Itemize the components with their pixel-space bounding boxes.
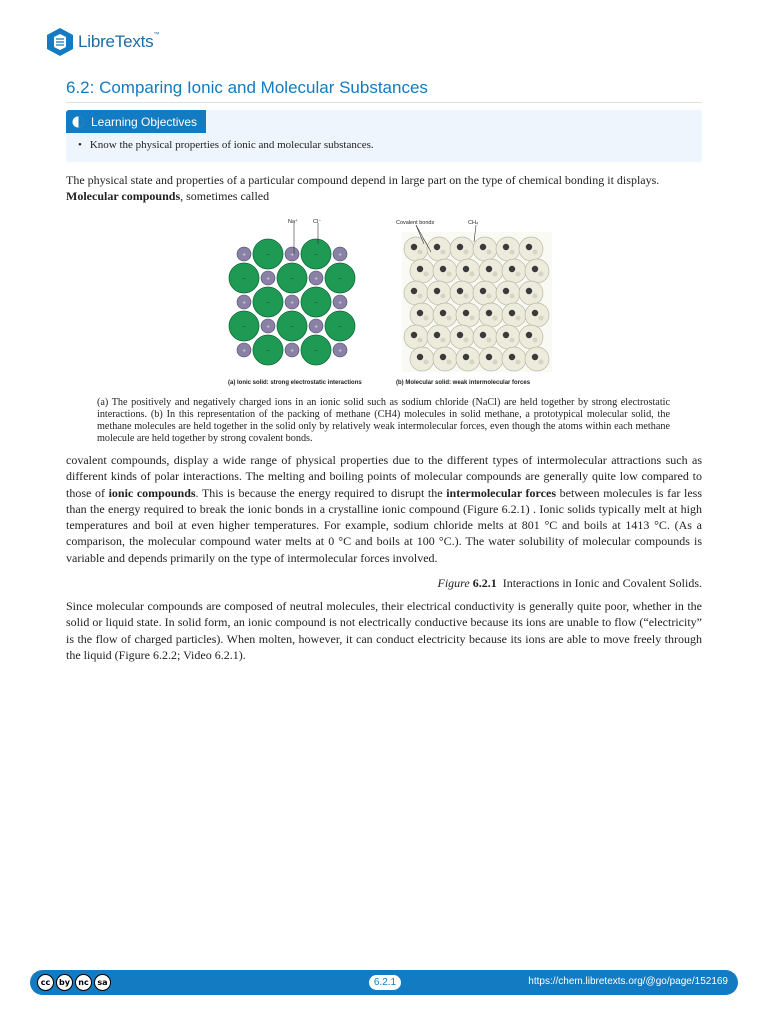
intro-text-after: , sometimes called xyxy=(180,189,270,204)
svg-text:−: − xyxy=(314,300,319,306)
svg-text:−: − xyxy=(242,324,247,330)
footer-bar xyxy=(30,970,738,995)
svg-text:+: + xyxy=(266,324,271,330)
intro-paragraph xyxy=(66,172,702,205)
page-url-link[interactable]: https://chem.libretexts.org/@go/page/152169 xyxy=(528,976,728,987)
page-number: 6.2.1 xyxy=(369,975,401,990)
figure-number: 6.2.1 xyxy=(472,576,497,590)
sublabel-ionic-solid: (a) Ionic solid: strong electrostatic interactions xyxy=(228,380,362,386)
half-circle-icon xyxy=(72,116,84,128)
nacl-lattice-illustration xyxy=(228,236,358,370)
svg-text:−: − xyxy=(266,300,271,306)
svg-text:+: + xyxy=(290,252,295,258)
learning-objective-item: • Know the physical properties of ionic and molecular substances. xyxy=(78,139,374,151)
learning-objectives-title: Learning Objectives xyxy=(91,114,198,129)
by-icon: by xyxy=(56,974,73,991)
intro-text: The physical state and properties of a particular compound depend in large part on the type of chemical bonding it displays. xyxy=(66,173,660,187)
label-na: Na⁺ xyxy=(288,219,298,225)
nc-icon: nc xyxy=(75,974,92,991)
label-cl: Cl⁻ xyxy=(313,219,322,225)
body-text-1: covalent compounds, display a wide range of physical properties due to the different types of intermolecular attractions such as different kinds of polar interactions. The melting and boiling points of molecular compounds are generally quite low compared to those of xyxy=(66,453,702,500)
svg-text:−: − xyxy=(314,348,319,354)
body-text-2: . This is because the energy required to disrupt the xyxy=(195,485,447,500)
libretexts-logo[interactable] xyxy=(46,27,159,57)
svg-text:−: − xyxy=(338,276,343,282)
svg-text:−: − xyxy=(242,276,247,282)
svg-text:+: + xyxy=(314,324,319,330)
cc-license-badge[interactable] xyxy=(37,974,111,991)
page-title: 6.2: Comparing Ionic and Molecular Substances xyxy=(66,78,702,103)
svg-text:+: + xyxy=(290,300,295,306)
svg-text:+: + xyxy=(242,348,247,354)
methane-lattice-illustration xyxy=(402,232,552,372)
svg-text:+: + xyxy=(290,348,295,354)
intro-bold-term: Molecular compounds xyxy=(66,189,181,204)
label-ch4: CH₄ xyxy=(468,220,479,226)
svg-text:−: − xyxy=(290,324,295,330)
figure-label xyxy=(437,576,702,591)
term-intermolecular-forces: intermolecular forces xyxy=(446,485,556,500)
svg-text:−: − xyxy=(314,252,319,258)
svg-text:+: + xyxy=(242,252,247,258)
logo-text: LibreTexts™ xyxy=(78,32,160,51)
conductivity-paragraph: Since molecular compounds are composed of neutral molecules, their electrical conductivity is generally quite poor, whether in the solid or liquid state. In solid form, an ionic compound is not electrically conductive because its ions are unable to flow (“electricity” is the flow of charged particles). When molten, however, it can conduct electricity because its ions are able to move freely through the liquid (Figure 6.2.2; Video 6.2.1). xyxy=(66,599,702,662)
figure-caption: (a) The positively and negatively charged ions in an ionic solid such as sodium chloride (NaCl) are held together by strong electrostatic interactions. (b) In this representation of the packing of methane (CH4) molecules in solid methane, a prototypical molecular solid, the methane molecules are held together in the solid only by relatively weak intermolecular forces, even though the atoms within each methane molecule are held together by strong covalent bonds. xyxy=(97,397,670,445)
figure-title: Interactions in Ionic and Covalent Solids. xyxy=(502,576,702,590)
cc-icon: cc xyxy=(37,974,54,991)
svg-text:−: − xyxy=(266,348,271,354)
svg-text:+: + xyxy=(338,300,343,306)
libretexts-logo-icon xyxy=(46,27,74,57)
svg-text:+: + xyxy=(266,276,271,282)
term-ionic-compounds: ionic compounds xyxy=(108,485,196,500)
ionic-molecular-solids-figure xyxy=(226,214,556,390)
body-paragraph xyxy=(66,452,702,566)
label-covalent-bonds: Covalent bonds xyxy=(396,220,435,226)
svg-text:+: + xyxy=(242,300,247,306)
svg-text:−: − xyxy=(290,276,295,282)
learning-objectives-box xyxy=(66,110,702,162)
learning-objectives-header xyxy=(66,110,206,133)
svg-text:+: + xyxy=(338,252,343,258)
sa-icon: sa xyxy=(94,974,111,991)
svg-text:−: − xyxy=(338,324,343,330)
figure-word: Figure xyxy=(437,576,470,590)
svg-text:+: + xyxy=(338,348,343,354)
svg-text:+: + xyxy=(314,276,319,282)
svg-text:−: − xyxy=(266,252,271,258)
sublabel-molecular-solid: (b) Molecular solid: weak intermolecular forces xyxy=(396,380,531,386)
body-text-3: between molecules is far less than the energy required to break the ionic bonds in a crystalline ionic compound (Figure 6.2.1) . Ionic solids typically melt at high temperatures and boil at even higher temperatures. For example, sodium chloride melts at 801 °C and boils at 1413 °C. (As a comparison, the molecular compound water melts at 0 °C and boils at 100 °C.). The water solubility of molecular compounds is variable and depends primarily on the type of intermolecular forces involved. xyxy=(66,485,703,565)
